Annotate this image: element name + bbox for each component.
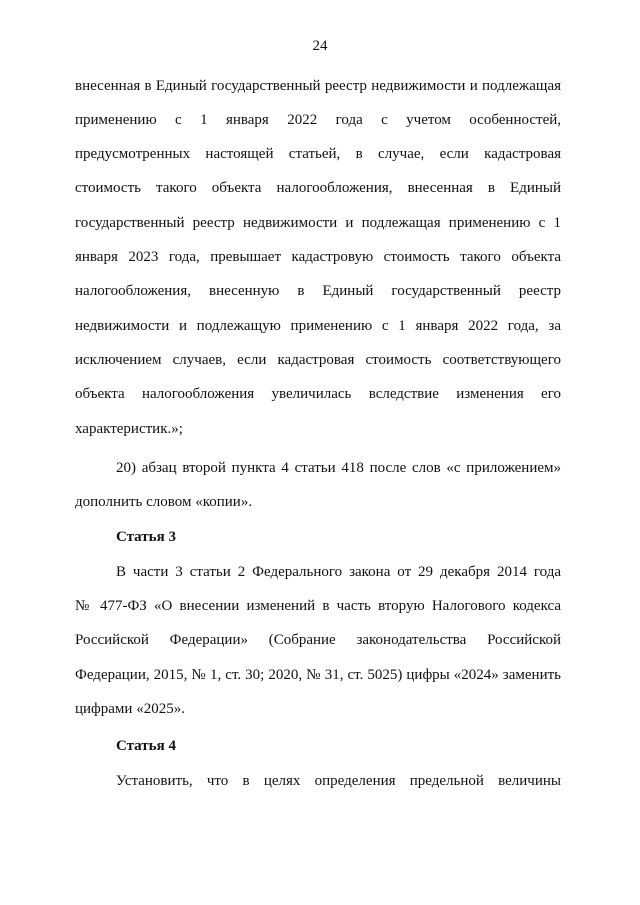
text-line: государственный реестр недвижимости и подлежащая применению с 1 <box>75 215 561 231</box>
text-line: дополнить словом «копии». <box>75 494 253 510</box>
text-line: исключением случаев, если кадастровая стоимость соответствующего <box>75 352 561 368</box>
text-line: предусмотренных настоящей статьей, в случае, если кадастровая <box>75 146 561 162</box>
text-line: № 477-ФЗ «О внесении изменений в часть вторую Налогового кодекса <box>75 598 561 614</box>
text-line: характеристик.»; <box>75 421 183 437</box>
text-line: цифрами «2025». <box>75 701 185 717</box>
text-line: января 2023 года, превышает кадастровую стоимость такого объекта <box>75 249 561 265</box>
text-line: Федерации, 2015, № 1, ст. 30; 2020, № 31, ст. 5025) цифры «2024» заменить <box>75 667 561 683</box>
text-line: применению с 1 января 2022 года с учетом особенностей, <box>75 112 561 128</box>
text-line: объекта налогообложения увеличилась вследствие изменения его <box>75 386 561 402</box>
article-heading: Статья 3 <box>116 529 176 545</box>
text-line: налогообложения, внесенную в Единый государственный реестр <box>75 283 561 299</box>
text-line: стоимость такого объекта налогообложения, внесенная в Единый <box>75 180 561 196</box>
text-line: недвижимости и подлежащую применению с 1 января 2022 года, за <box>75 318 561 334</box>
text-line: внесенная в Единый государственный реестр недвижимости и подлежащая <box>75 78 561 94</box>
paragraph-start-line: 20) абзац второй пункта 4 статьи 418 после слов «с приложением» <box>116 460 561 476</box>
article-heading: Статья 4 <box>116 738 176 754</box>
page-number: 24 <box>312 38 328 54</box>
paragraph-start-line: В части 3 статьи 2 Федерального закона от 29 декабря 2014 года <box>116 564 561 580</box>
paragraph-start-line: Установить, что в целях определения предельной величины <box>116 773 561 789</box>
text-line: Российской Федерации» (Собрание законодательства Российской <box>75 632 561 648</box>
